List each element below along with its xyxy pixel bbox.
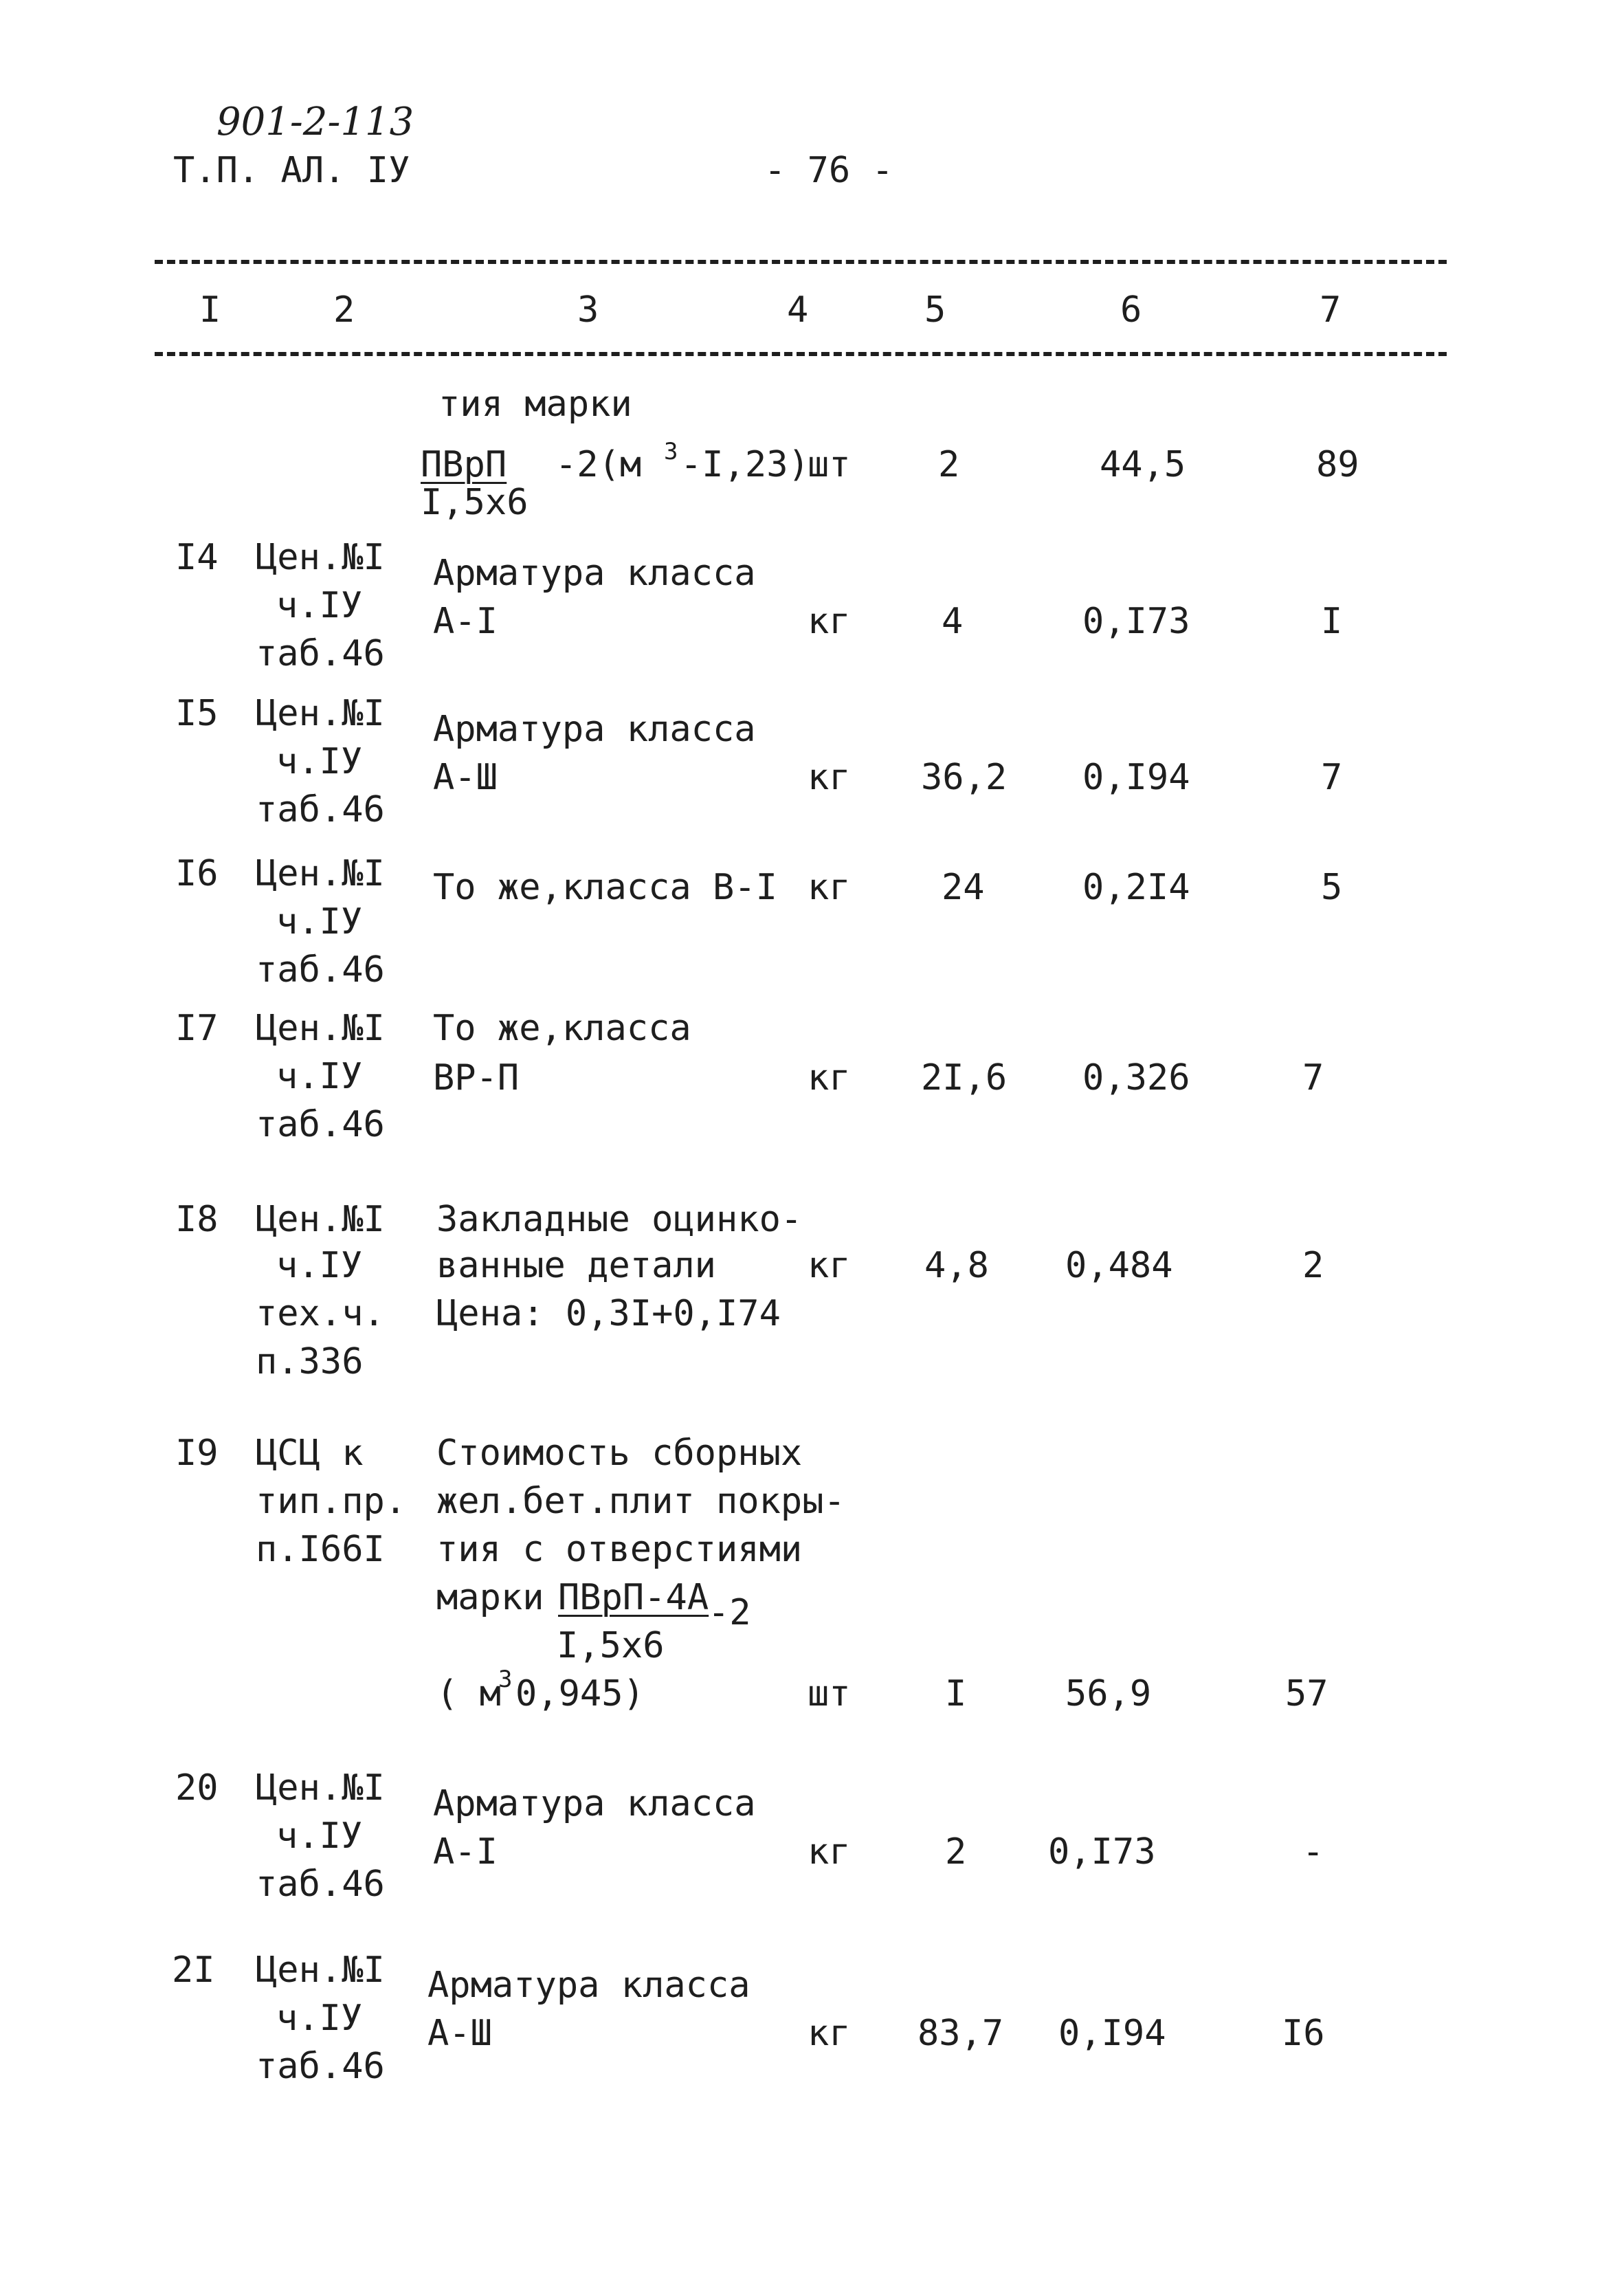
row-20-ref-1: Цен.№I — [256, 1767, 385, 1809]
row-18-desc-2: ванные детали — [436, 1245, 716, 1286]
row-cont-total: 89 — [1316, 444, 1359, 485]
row-18-ref-2: ч.IУ — [276, 1245, 363, 1286]
row-16-ref-1: Цен.№I — [256, 853, 385, 894]
row-16-desc-1: То же,класса В-I — [433, 867, 777, 908]
row-18-unit: кг — [808, 1245, 851, 1286]
row-16-qty: 24 — [942, 867, 985, 908]
row-cont-price: 44,5 — [1100, 444, 1186, 485]
row-19-desc-3: тия с отверстиями — [436, 1529, 803, 1570]
row-18-qty: 4,8 — [924, 1245, 989, 1286]
row-14-ref-2: ч.IУ — [276, 585, 363, 626]
row-19-unit: шт — [808, 1673, 851, 1714]
row-cont-volume: -I,23) — [680, 444, 810, 485]
series-code: Т.П. АЛ. IУ — [173, 150, 410, 191]
row-cont-mark-suffix: -2(м — [555, 444, 642, 485]
row-15-price: 0,I94 — [1082, 757, 1190, 798]
row-18-number: I8 — [175, 1199, 219, 1240]
col-header-3: 3 — [577, 289, 599, 331]
row-19-desc-2: жел.бет.плит покры- — [436, 1481, 845, 1522]
row-21-desc-2: А-Ш — [427, 2013, 492, 2054]
row-15-ref-2: ч.IУ — [276, 741, 363, 782]
row-15-desc-1: Арматура класса — [433, 709, 756, 750]
row-14-unit: кг — [808, 601, 851, 642]
row-17-qty: 2I,6 — [921, 1057, 1008, 1099]
row-18-total: 2 — [1302, 1245, 1324, 1286]
row-21-price: 0,I94 — [1058, 2013, 1166, 2054]
row-19-mark: ПВрП-4А — [558, 1577, 709, 1618]
row-16-number: I6 — [175, 853, 219, 894]
row-14-ref-3: таб.46 — [256, 633, 385, 674]
col-header-4: 4 — [787, 289, 809, 331]
row-21-total: I6 — [1282, 2013, 1325, 2054]
row-18-ref-1: Цен.№I — [256, 1199, 385, 1240]
row-19-ref-2: тип.пр. — [256, 1481, 407, 1522]
row-16-ref-3: таб.46 — [256, 949, 385, 991]
row-21-qty: 83,7 — [917, 2013, 1004, 2054]
row-14-qty: 4 — [942, 601, 964, 642]
row-17-unit: кг — [808, 1057, 851, 1099]
row-15-number: I5 — [175, 693, 219, 734]
row-19-volume-prefix: ( м — [436, 1673, 501, 1714]
row-14-desc-1: Арматура класса — [433, 553, 756, 594]
row-16-price: 0,2I4 — [1082, 867, 1190, 908]
row-17-total: 7 — [1302, 1057, 1324, 1099]
row-cont-mark: ПВрП — [421, 444, 507, 485]
row-20-qty: 2 — [945, 1831, 967, 1873]
row-14-total: I — [1321, 601, 1343, 642]
row-20-ref-2: ч.IУ — [276, 1815, 363, 1857]
row-20-ref-3: таб.46 — [256, 1864, 385, 1905]
row-19-desc-4: марки — [436, 1577, 544, 1618]
col-header-7: 7 — [1320, 289, 1342, 331]
row-19-mark-suffix: -2 — [708, 1592, 751, 1633]
row-17-desc-1: То же,класса — [433, 1008, 691, 1049]
row-21-desc-1: Арматура класса — [427, 1965, 750, 2006]
row-cont-size: I,5x6 — [421, 482, 529, 523]
row-20-unit: кг — [808, 1831, 851, 1873]
row-20-price: 0,I73 — [1048, 1831, 1156, 1873]
row-19-ref-3: п.I66I — [256, 1529, 385, 1570]
row-20-number: 20 — [175, 1767, 219, 1809]
row-15-ref-1: Цен.№I — [256, 693, 385, 734]
col-header-6: 6 — [1120, 289, 1142, 331]
row-16-ref-2: ч.IУ — [276, 901, 363, 942]
row-19-total: 57 — [1285, 1673, 1328, 1714]
row-19-ref-1: ЦСЦ к — [256, 1433, 364, 1474]
row-17-desc-2: ВР-П — [433, 1057, 520, 1099]
row-17-ref-3: таб.46 — [256, 1104, 385, 1145]
row-17-ref-1: Цен.№I — [256, 1008, 385, 1049]
page-number: - 76 - — [764, 150, 893, 191]
row-19-volume: 0,945) — [515, 1673, 645, 1714]
row-18-ref-4: п.336 — [256, 1341, 364, 1382]
row-21-ref-2: ч.IУ — [276, 1998, 363, 2039]
row-14-ref-1: Цен.№I — [256, 537, 385, 578]
row-18-ref-3: тех.ч. — [256, 1293, 385, 1334]
row-18-desc-1: Закладные оцинко- — [436, 1199, 803, 1240]
row-15-unit: кг — [808, 757, 851, 798]
row-cont-sup: 3 — [664, 438, 678, 465]
row-19-sup: 3 — [498, 1666, 513, 1693]
col-header-2: 2 — [333, 289, 355, 331]
row-19-qty: I — [945, 1673, 967, 1714]
row-21-number: 2I — [172, 1950, 215, 1991]
row-20-desc-2: А-I — [433, 1831, 498, 1873]
row-14-number: I4 — [175, 537, 219, 578]
row-14-desc-2: А-I — [433, 601, 498, 642]
row-21-unit: кг — [808, 2013, 851, 2054]
col-header-5: 5 — [924, 289, 946, 331]
row-cont-desc-1: тия марки — [438, 384, 632, 425]
row-20-total: - — [1302, 1831, 1324, 1873]
row-20-desc-1: Арматура класса — [433, 1783, 756, 1824]
col-header-1: I — [199, 289, 221, 331]
row-19-desc-1: Стоимость сборных — [436, 1433, 803, 1474]
row-cont-qty: 2 — [938, 444, 960, 485]
row-18-desc-3: Цена: 0,3I+0,I74 — [436, 1293, 781, 1334]
row-14-price: 0,I73 — [1082, 601, 1190, 642]
row-16-unit: кг — [808, 867, 851, 908]
header-top-rule — [155, 260, 1447, 264]
row-15-total: 7 — [1321, 757, 1343, 798]
row-17-ref-2: ч.IУ — [276, 1056, 363, 1097]
row-19-price: 56,9 — [1065, 1673, 1152, 1714]
row-19-size: I,5x6 — [557, 1625, 665, 1666]
row-16-total: 5 — [1321, 867, 1343, 908]
header-bottom-rule — [155, 352, 1447, 356]
row-15-qty: 36,2 — [921, 757, 1008, 798]
row-21-ref-1: Цен.№I — [256, 1950, 385, 1991]
row-15-desc-2: А-Ш — [433, 757, 498, 798]
row-17-number: I7 — [175, 1008, 219, 1049]
handwritten-doc-code: 901-2-113 — [216, 100, 414, 144]
row-17-price: 0,326 — [1082, 1057, 1190, 1099]
row-15-ref-3: таб.46 — [256, 789, 385, 830]
row-21-ref-3: таб.46 — [256, 2046, 385, 2087]
row-cont-unit: шт — [808, 444, 851, 485]
row-19-number: I9 — [175, 1433, 219, 1474]
row-18-price: 0,484 — [1065, 1245, 1173, 1286]
